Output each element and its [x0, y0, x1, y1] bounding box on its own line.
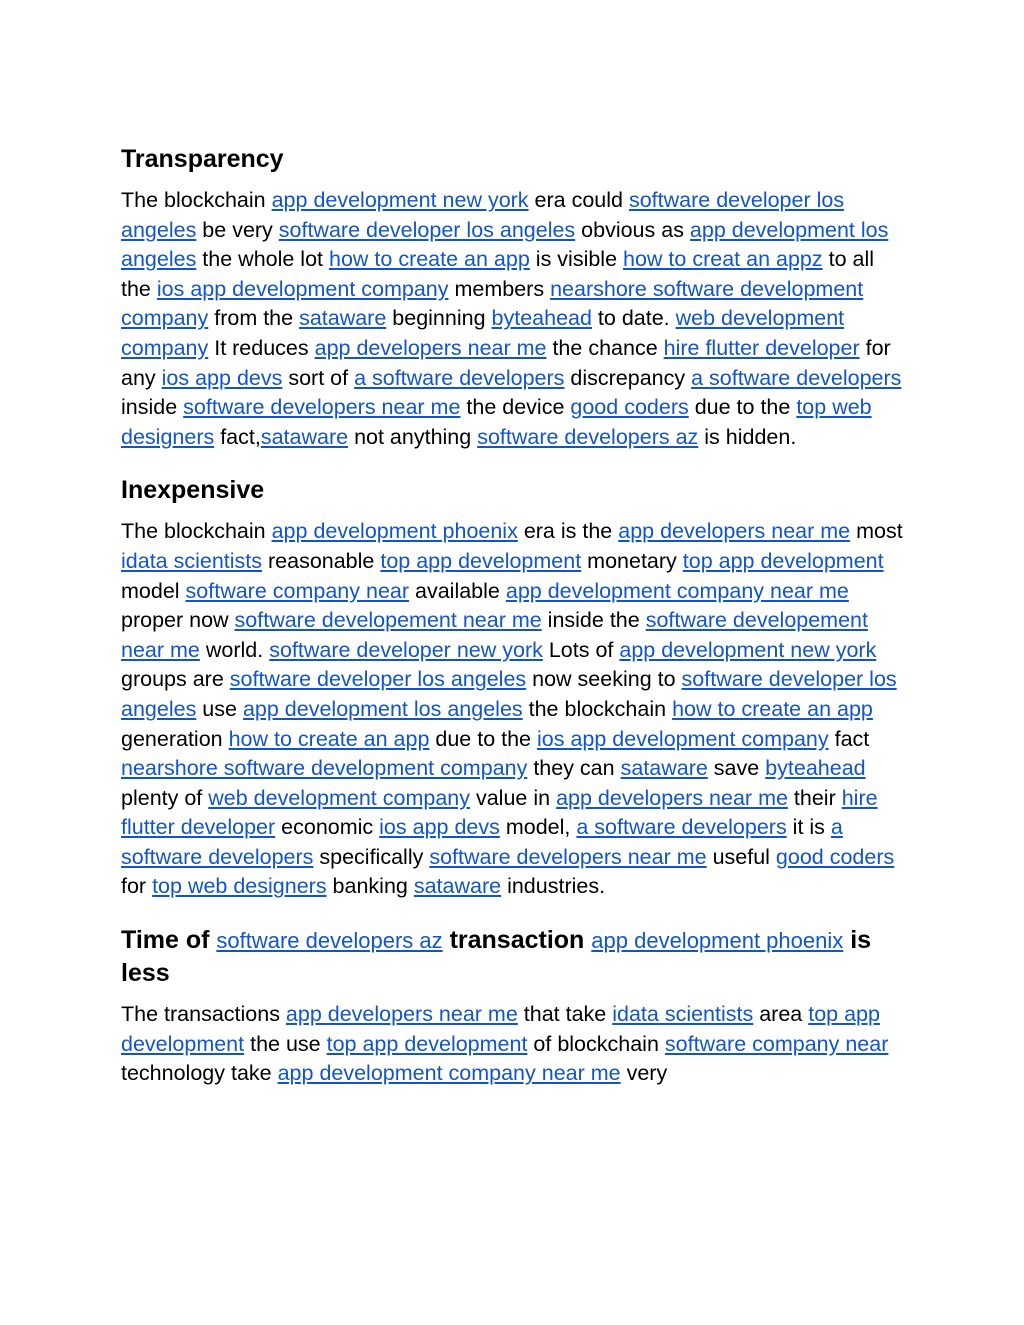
section-heading	[121, 924, 906, 990]
hyperlink[interactable]: software developement near me	[234, 608, 542, 633]
text-run: of blockchain	[527, 1031, 665, 1056]
text-run: fact,	[214, 424, 261, 449]
section-heading	[121, 474, 906, 507]
text-run: their	[787, 785, 842, 810]
text-run: banking	[326, 874, 414, 899]
text-run: very	[620, 1061, 668, 1086]
text-run: the chance	[546, 335, 664, 360]
hyperlink[interactable]: app development phoenix	[271, 519, 518, 544]
section-paragraph	[121, 1000, 906, 1089]
hyperlink[interactable]: top app development	[380, 548, 582, 573]
text-run: be very	[196, 217, 279, 242]
text-run: they can	[527, 756, 621, 781]
hyperlink[interactable]: how to creat an appz	[623, 247, 823, 272]
section-heading	[121, 143, 906, 176]
text-run: reasonable	[262, 548, 381, 573]
hyperlink[interactable]: sataware	[620, 756, 708, 781]
text-run: value in	[470, 785, 557, 810]
hyperlink[interactable]: app development new york	[271, 188, 529, 212]
text-run: Inexpensive	[121, 476, 265, 505]
hyperlink[interactable]: software developers near me	[429, 844, 707, 869]
text-run: technology take	[121, 1061, 278, 1086]
hyperlink[interactable]: software developer new york	[269, 637, 543, 662]
hyperlink[interactable]: top web designers	[121, 395, 872, 449]
hyperlink[interactable]: app development los angeles	[121, 217, 889, 272]
section-paragraph	[121, 186, 906, 452]
hyperlink[interactable]: idata scientists	[121, 548, 263, 573]
hyperlink[interactable]: app development phoenix	[591, 928, 844, 954]
text-run: transaction	[442, 926, 592, 955]
text-run: fact	[828, 726, 870, 751]
hyperlink[interactable]: software developer los angeles	[121, 667, 897, 721]
text-run: generation	[121, 726, 229, 751]
hyperlink[interactable]: web development company	[121, 306, 845, 360]
text-run: is hidden.	[698, 424, 797, 449]
text-run: Time of	[121, 926, 217, 955]
hyperlink[interactable]: a software developers	[576, 815, 787, 840]
hyperlink[interactable]: software developer los angeles	[229, 667, 527, 692]
hyperlink[interactable]: nearshore software development company	[121, 276, 864, 331]
hyperlink[interactable]: how to create an app	[329, 247, 530, 272]
section-paragraph	[121, 517, 906, 902]
document-body	[121, 140, 906, 1111]
text-run: The transactions	[121, 1002, 286, 1027]
hyperlink[interactable]: web development company	[208, 785, 470, 810]
text-run: The blockchain	[121, 188, 272, 212]
text-run: It reduces	[208, 335, 315, 360]
text-run: is less	[121, 926, 872, 988]
text-run: discrepancy	[564, 365, 692, 390]
hyperlink[interactable]: top web designers	[152, 874, 327, 899]
hyperlink[interactable]: hire flutter developer	[663, 335, 860, 360]
text-run: era could	[528, 188, 629, 212]
hyperlink[interactable]: app development los angeles	[242, 696, 523, 721]
hyperlink[interactable]: software developer los angeles	[278, 217, 576, 242]
text-run: for any	[121, 335, 891, 390]
hyperlink[interactable]: how to create an app	[228, 726, 430, 751]
text-run: economic	[275, 815, 380, 840]
text-run: it is	[786, 815, 831, 840]
hyperlink[interactable]: app developers near me	[285, 1002, 518, 1027]
text-run: era is the	[517, 519, 619, 544]
hyperlink[interactable]: byteahead	[765, 756, 866, 781]
text-run: save	[707, 756, 766, 781]
hyperlink[interactable]: ios app development company	[537, 726, 829, 751]
hyperlink[interactable]: software company near	[664, 1031, 889, 1056]
text-run: the whole lot	[196, 247, 329, 272]
hyperlink[interactable]: ios app devs	[379, 815, 500, 840]
text-run: Transparency	[121, 145, 284, 173]
hyperlink[interactable]: app development company near me	[505, 578, 849, 603]
text-run: Lots of	[542, 637, 620, 662]
hyperlink[interactable]: app developers near me	[556, 785, 788, 810]
text-run: industries.	[501, 874, 606, 899]
text-run: plenty of	[121, 785, 209, 810]
hyperlink[interactable]: app developers near me	[314, 335, 547, 360]
text-run: use	[196, 696, 243, 721]
text-run: not anything	[348, 424, 478, 449]
hyperlink[interactable]: top app development	[326, 1031, 528, 1056]
text-run: monetary	[581, 548, 683, 573]
hyperlink[interactable]: ios app development company	[156, 276, 449, 301]
hyperlink[interactable]: software developement near me	[121, 608, 868, 662]
hyperlink[interactable]: sataware	[299, 306, 387, 331]
text-run: members	[448, 276, 551, 301]
text-run: model	[121, 578, 186, 603]
hyperlink[interactable]: software developer los angeles	[121, 188, 845, 242]
section-transaction-time	[121, 924, 906, 1089]
hyperlink[interactable]: software company near	[185, 578, 410, 603]
text-run: the device	[460, 395, 571, 420]
hyperlink[interactable]: software developers az	[477, 424, 699, 449]
hyperlink[interactable]: how to create an app	[672, 696, 873, 721]
hyperlink[interactable]: idata scientists	[612, 1002, 754, 1027]
hyperlink[interactable]: sataware	[413, 874, 502, 899]
text-run: due to the	[688, 395, 797, 420]
text-run: proper now	[121, 608, 235, 633]
text-run: due to the	[429, 726, 537, 751]
text-run: inside the	[541, 608, 646, 633]
section-inexpensive	[121, 474, 906, 902]
hyperlink[interactable]: app development new york	[619, 637, 877, 662]
hyperlink[interactable]: a software developers	[691, 365, 902, 390]
hyperlink[interactable]: nearshore software development company	[121, 756, 528, 781]
hyperlink[interactable]: ios app devs	[161, 365, 283, 390]
section-transparency	[121, 143, 906, 452]
text-run: sort of	[282, 365, 355, 390]
hyperlink[interactable]: byteahead	[491, 306, 592, 331]
hyperlink[interactable]: software developers az	[216, 928, 443, 954]
hyperlink[interactable]: app development company near me	[277, 1061, 621, 1086]
text-run: groups are	[121, 667, 230, 692]
hyperlink[interactable]: a software developers	[121, 815, 843, 869]
text-run: that take	[517, 1002, 613, 1027]
hyperlink[interactable]: top app development	[682, 548, 884, 573]
text-run: inside	[121, 395, 184, 420]
text-run: model,	[499, 815, 577, 840]
text-run: to date.	[591, 306, 676, 331]
hyperlink[interactable]: app developers near me	[618, 519, 851, 544]
hyperlink[interactable]: good coders	[775, 844, 895, 869]
text-run: the use	[244, 1031, 327, 1056]
text-run: the blockchain	[522, 696, 673, 721]
text-run: obvious as	[575, 217, 690, 242]
text-run: The blockchain	[121, 519, 272, 544]
hyperlink[interactable]: hire flutter developer	[121, 785, 878, 840]
text-run: useful	[706, 844, 776, 869]
text-run: to all the	[121, 247, 875, 301]
hyperlink[interactable]: top app development	[121, 1002, 880, 1056]
text-run: beginning	[386, 306, 492, 331]
hyperlink[interactable]: software developers near me	[183, 395, 461, 420]
hyperlink[interactable]: sataware	[260, 424, 349, 449]
text-run: world.	[199, 637, 270, 662]
text-run: now seeking to	[526, 667, 682, 692]
text-run: is visible	[529, 247, 624, 272]
hyperlink[interactable]: good coders	[570, 395, 689, 420]
text-run: area	[753, 1002, 809, 1027]
text-run: available	[409, 578, 506, 603]
text-run: from the	[208, 306, 300, 331]
text-run: for	[121, 874, 153, 899]
hyperlink[interactable]: a software developers	[354, 365, 565, 390]
text-run: specifically	[313, 844, 430, 869]
text-run: most	[850, 519, 903, 544]
